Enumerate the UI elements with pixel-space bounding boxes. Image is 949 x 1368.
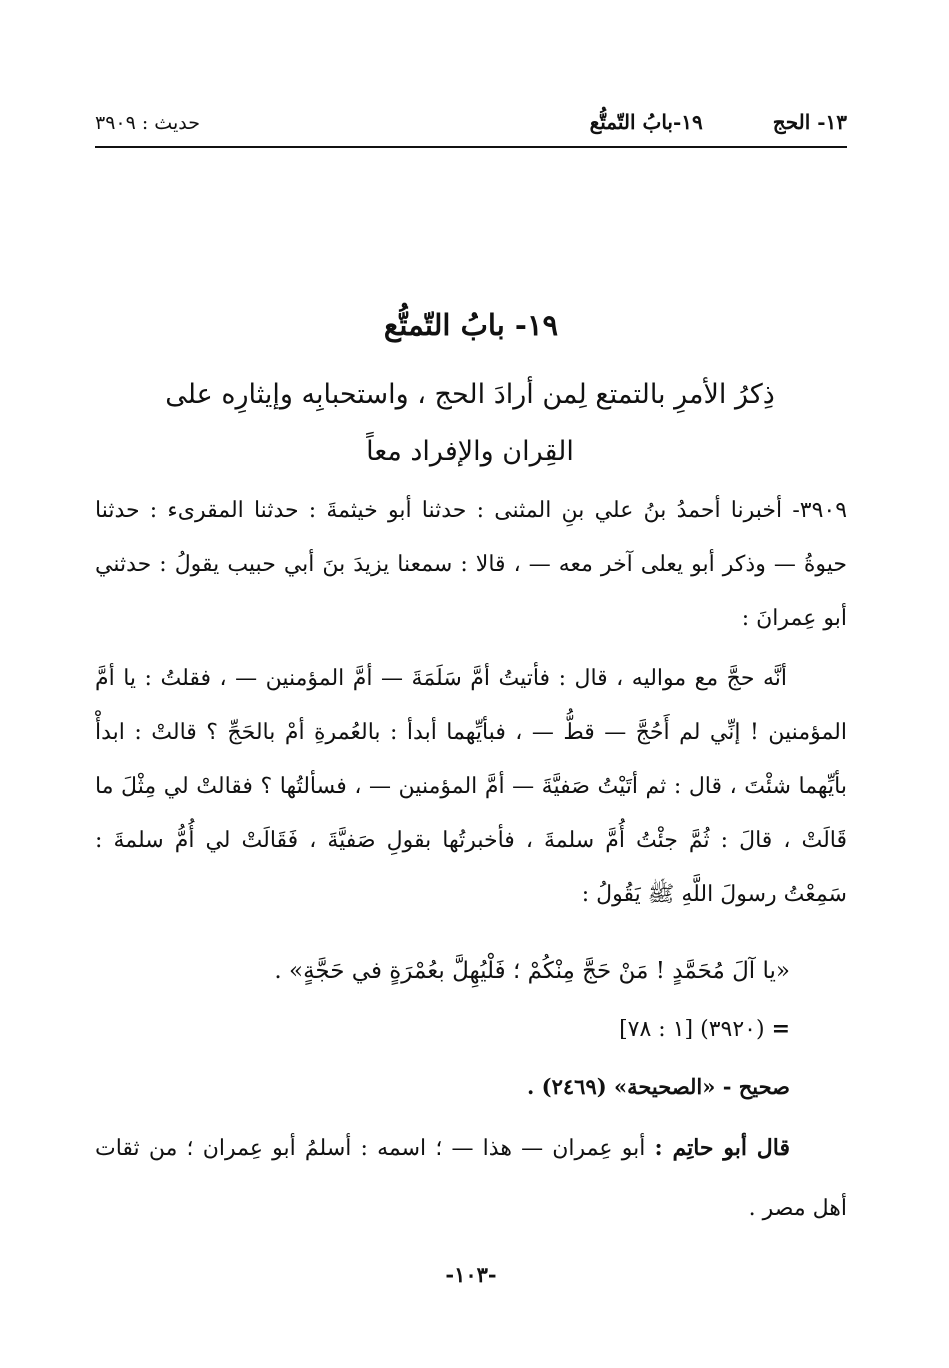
ref-equals: = xyxy=(771,1016,790,1042)
header-hadith-ref: حديث : ٣٩٠٩ xyxy=(95,112,200,134)
note-text: أبو عِمران — هذا — ؛ اسمه : أسلمُ أبو عِمران ؛ من ثقات أهل مصر . xyxy=(95,1136,847,1221)
page-number: -١٠٣- xyxy=(445,1262,497,1287)
chapter-title: ١٩- بابُ التّمتُّع xyxy=(383,308,559,342)
hadith-matn: أنَّه حجَّ مع مواليه ، قال : فأتيتُ أمَّ سَلَمَةَ — أمَّ المؤمنين — ، فقلتُ : يا أمَّ المؤمنين ! إنِّي لم أَحُجَّ — قطُّ — ، فبأيِّهما أبدأ : بالعُمرةِ أمْ بالحَجِّ ؟ قالتْ : ابدأْ بأيِّهما شئْتَ ، قال : ثم أتَيْتُ صَفيَّةَ — أمَّ المؤمنين — ، فسألتُها ؟ فقالتْ لي مِثْلَ ما قَالَتْ ، قالَ : ثُمَّ جئْتُ أُمَّ سلمةَ ، فأخبرتُها بقولِ صَفيَّةَ ، فَقَالَتْ لي أُمُّ سلمةَ : سَمِعْتُ رسولَ اللَّهِ ﷺ يَقُولُ : xyxy=(95,666,847,907)
note-speaker: قال أبو حاتِم : xyxy=(654,1135,790,1161)
ref-text: (٣٩٢٠) [١ : ٧٨] xyxy=(619,1017,765,1042)
cross-reference xyxy=(619,1002,790,1057)
header-book-chapter: ١٣- الحج xyxy=(772,110,847,134)
running-header xyxy=(95,110,847,148)
header-section: ١٩-بابُ التّمتُّع xyxy=(589,110,703,134)
chapter-subtitle: ذِكرُ الأمرِ بالتمتع لِمن أرادَ الحج ، واستحبابِه وإيثارِه على القِران والإفراد معاً xyxy=(165,379,775,467)
prophetic-quote: «يا آلَ مُحَمَّدٍ ! مَنْ حَجَّ مِنْكُمْ ؛ فَلْيُهِلَّ بعُمْرَةٍ في حَجَّةٍ» . xyxy=(274,958,790,984)
hadith-isnad-paragraph xyxy=(95,484,847,646)
narrator-note xyxy=(95,1118,847,1239)
header-chapter-section xyxy=(590,110,847,134)
hadith-grade: صحيح - «الصحيحة» (٢٤٦٩) . xyxy=(527,1074,790,1099)
hadith-isnad: أخبرنا أحمدُ بنُ علي بنِ المثنى : حدثنا أبو خيثمةَ : حدثنا المقرىء : حدثنا حيوةُ — وذكر أبو يعلى آخر معه — ، قالا : سمعنا يزيدَ بنَ أبي حبيب يقولُ : حدثني أبو عِمرانَ : xyxy=(95,498,847,631)
hadith-number: ٣٩٠٩- xyxy=(792,498,848,523)
